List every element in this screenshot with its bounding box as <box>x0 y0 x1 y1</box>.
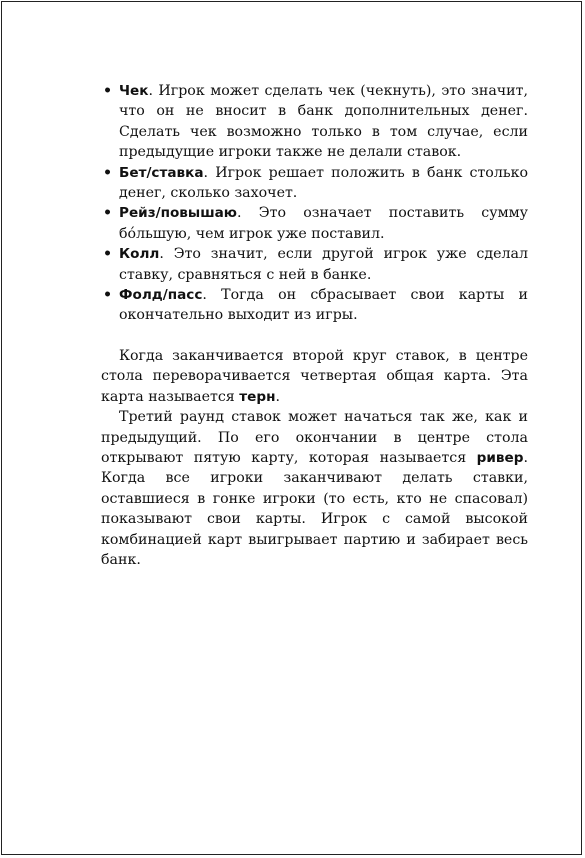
term-fold: Фолд/пасс <box>119 287 203 304</box>
paragraph-text: . <box>275 388 281 405</box>
term-river: ривер <box>476 449 524 466</box>
item-text: . Тогда он сбрасывает свои карты и окончательно выходит из игры. <box>119 287 528 324</box>
paragraph-text: Когда заканчивается второй круг ставок, в центре стола переворачивается четвертая общая карта. Эта карта называется <box>101 347 528 405</box>
item-text: . Это означает поставить сумму бóльшую, чем игрок уже поставил. <box>119 205 528 242</box>
paragraph-turn <box>101 346 528 407</box>
term-call: Колл <box>119 246 160 263</box>
term-bet: Бет/ставка <box>119 164 204 181</box>
term-check: Чек <box>119 83 149 99</box>
paragraph-text: . Когда все игроки заканчивают делать ставки, оставшиеся в гонке игроки (то есть, кто не спасовал) показывают свои карты. Игрок с самой высокой комбинацией карт выигрывает партию и забирает весь банк. <box>101 449 528 568</box>
list-item-fold <box>101 285 528 326</box>
page-content <box>101 81 528 570</box>
list-item-call <box>101 244 528 285</box>
list-item-raise <box>101 203 528 244</box>
term-turn: терн <box>239 388 276 405</box>
term-raise: Рейз/повышаю <box>119 205 238 222</box>
paragraph-river <box>101 407 528 570</box>
list-item-check <box>101 81 528 163</box>
page <box>1 1 582 855</box>
list-item-bet <box>101 163 528 204</box>
item-text: . Игрок может сделать чек (чекнуть), это значит, что он не вносит в банк дополнительных денег. Сделать чек возможно только в том случае, если предыдущие игроки также не делали ставок. <box>119 83 528 161</box>
item-text: . Это значит, если другой игрок уже сделал ставку, сравняться с ней в банке. <box>119 246 528 283</box>
betting-actions-list <box>101 81 528 326</box>
paragraph-text: Третий раунд ставок может начаться так же, как и предыдущий. По его окончании в центре стола открывают пятую карту, которая называется <box>101 409 528 466</box>
item-text: . Игрок решает положить в банк столько денег, сколько захочет. <box>119 164 528 202</box>
